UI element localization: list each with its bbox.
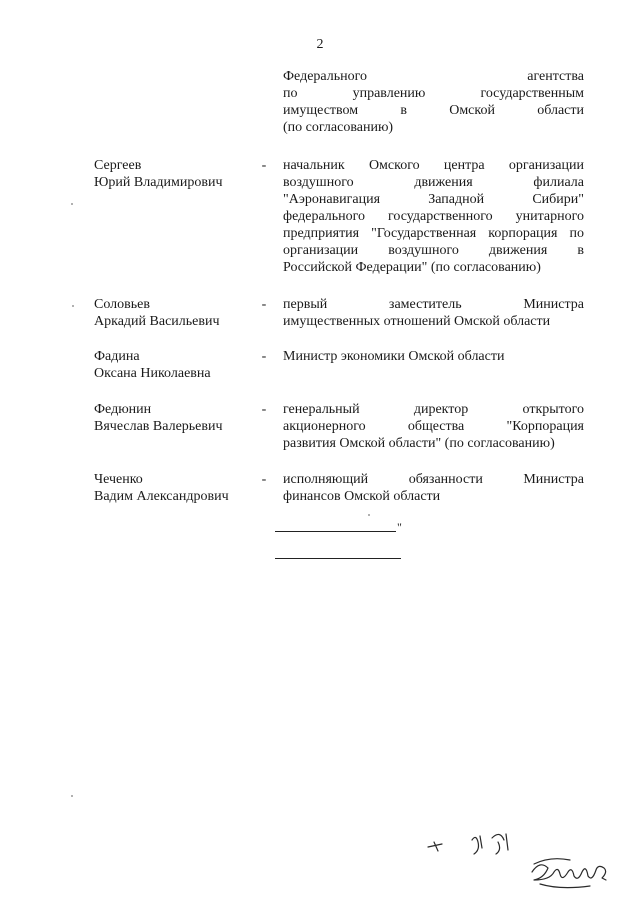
- description-line: Федерального агентства: [283, 69, 584, 84]
- member-dash: -: [261, 472, 267, 487]
- member-surname: Сергеев: [94, 158, 142, 173]
- description-line: организации воздушного движения в: [283, 243, 584, 258]
- member-dash: -: [261, 349, 267, 364]
- handwritten-signature-icon: [420, 820, 620, 900]
- member-given-name: Юрий Владимирович: [94, 175, 223, 190]
- member-given-name: Аркадий Васильевич: [94, 314, 220, 329]
- description-line: исполняющий обязанности Министра: [283, 472, 584, 487]
- description-line: первый заместитель Министра: [283, 297, 584, 312]
- description-line: финансов Омской области: [283, 489, 441, 504]
- member-description: [283, 348, 584, 365]
- member-surname: Федюнин: [94, 402, 152, 417]
- member-description: [283, 401, 584, 452]
- member-given-name: Оксана Николаевна: [94, 366, 211, 381]
- member-description: [283, 157, 584, 276]
- closing-quote: ": [397, 520, 402, 534]
- scan-speck: [72, 305, 74, 307]
- member-surname: Чеченко: [94, 472, 143, 487]
- closing-rule-second: [275, 558, 401, 559]
- description-line: (по согласованию): [283, 120, 394, 135]
- member-dash: -: [261, 402, 267, 417]
- description-line: Российской Федерации" (по согласованию): [283, 260, 541, 275]
- member-name: [94, 296, 264, 330]
- description-line: акционерного общества "Корпорация: [283, 419, 584, 434]
- page-number: 2: [316, 37, 324, 52]
- member-name: [94, 401, 264, 435]
- member-given-name: Вадим Александрович: [94, 489, 229, 504]
- member-name: [94, 157, 264, 191]
- member-description: [283, 296, 584, 330]
- description-line: федерального государственного унитарного: [283, 209, 584, 224]
- description-line: имущественных отношений Омской области: [283, 314, 551, 329]
- closing-rule: [275, 531, 396, 532]
- scan-speck: [71, 795, 73, 797]
- description-line: "Аэронавигация Западной Сибири": [283, 192, 584, 207]
- description-line: развития Омской области" (по согласованию): [283, 436, 555, 451]
- description-line: предприятия "Государственная корпорация по: [283, 226, 584, 241]
- member-given-name: Вячеслав Валерьевич: [94, 419, 223, 434]
- member-name: [94, 348, 264, 382]
- scan-speck: [368, 514, 370, 516]
- description-line: имуществом в Омской области: [283, 103, 584, 118]
- member-description: [283, 471, 584, 505]
- member-surname: Соловьев: [94, 297, 150, 312]
- description-line: воздушного движения филиала: [283, 175, 584, 190]
- member-name: [94, 471, 264, 505]
- scan-speck: [71, 203, 73, 205]
- member-dash: -: [261, 158, 267, 173]
- member-surname: Фадина: [94, 349, 140, 364]
- description-line: Министр экономики Омской области: [283, 349, 505, 364]
- member-dash: -: [261, 297, 267, 312]
- continuation-description: [283, 68, 584, 136]
- description-line: генеральный директор открытого: [283, 402, 584, 417]
- description-line: начальник Омского центра организации: [283, 158, 584, 173]
- description-line: по управлению государственным: [283, 86, 584, 101]
